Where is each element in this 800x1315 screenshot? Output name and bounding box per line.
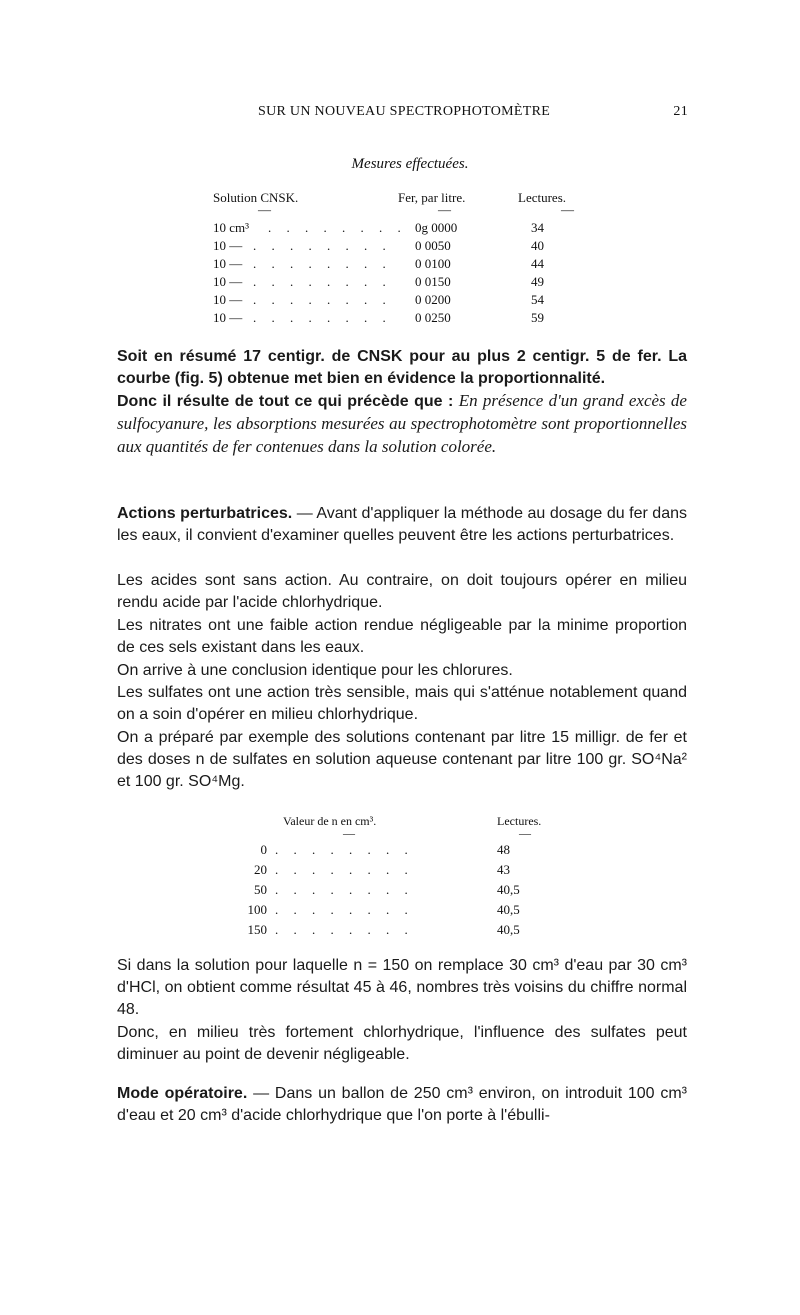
cell-lecture: 54 — [531, 292, 544, 307]
section-actions-perturbatrices — [117, 503, 687, 547]
header-lectures: Lectures. — [497, 814, 542, 828]
leader-dots: . . . . . . . . — [275, 882, 414, 897]
paragraph-prepare: On a préparé par exemple des solutions contenant par litre 15 milligr. de fer et des doses n de sulfates en solution aqueuse contenant par litre 100 gr. SO⁴Na² et 100 gr. SO⁴Mg. — [117, 729, 687, 790]
cell-solution: 10 — — [213, 274, 243, 289]
header-lectures: Lectures. — [518, 190, 567, 205]
cell-solution: 10 — — [213, 310, 243, 325]
paragraph-resume: Soit en résumé 17 centigr. de CNSK pour au plus 2 centigr. 5 de fer. La courbe (fig. 5) obtenue met bien en évidence la proportionnalité. — [117, 348, 687, 387]
leader-dots: . . . . . . . . — [275, 922, 414, 937]
table-row — [213, 274, 608, 292]
table-row — [233, 882, 573, 902]
cell-lecture: 48 — [497, 842, 510, 857]
table-row — [233, 842, 573, 862]
table-caption: Mesures effectuées. — [351, 156, 469, 172]
section-text: — Dans un ballon de 250 cm³ environ, on introduit 100 cm³ d'eau et 20 cm³ d'acide chlorhydrique que l'on porte à l'ébulli- — [117, 1085, 688, 1124]
paragraph-si: Si dans la solution pour laquelle n = 150 on remplace 30 cm³ d'eau par 30 cm³ d'HCl, on obtient comme résultat 45 à 46, nombres très voisins du chiffre normal 48. — [117, 957, 687, 1018]
paragraph-acides: Les acides sont sans action. Au contraire, on doit toujours opérer en milieu rendu acide par l'acide chlorhydrique. — [117, 572, 687, 611]
conclusion-italic: En présence d'un grand excès de sulfocyanure, les absorptions mesurées au spectrophotomètre sont proportionnelles aux quantités de fer contenues dans la solution colorée. — [117, 391, 687, 456]
cell-n: 50 — [254, 882, 267, 897]
section-heading: Actions perturbatrices. — [117, 505, 293, 522]
section-text: — Avant d'appliquer la méthode au dosage du fer dans les eaux, il convient d'examiner quelles peuvent être les actions perturbatrices. — [117, 505, 687, 544]
table-row — [213, 238, 608, 256]
header-dash: — — [438, 202, 451, 217]
cell-fer: 0 0150 — [415, 274, 451, 289]
cell-solution: 10 — — [213, 238, 243, 253]
cell-n: 20 — [254, 862, 267, 877]
header-dash: — — [519, 826, 531, 840]
table-row — [233, 922, 573, 942]
cell-fer: 0 0100 — [415, 256, 451, 271]
table-row — [213, 292, 608, 310]
conclusion-lead: Donc il résulte de tout ce qui précède que : — [117, 393, 459, 410]
header-solution: Solution CNSK. — [213, 190, 299, 205]
leader-dots: . . . . . . . . — [275, 902, 414, 917]
leader-dots: . . . . . . . . — [253, 238, 392, 253]
leader-dots: . . . . . . . . — [268, 220, 407, 235]
leader-dots: . . . . . . . . — [253, 292, 392, 307]
header-dash: — — [343, 826, 355, 840]
paragraph-donc: Donc, en milieu très fortement chlorhydrique, l'influence des sulfates peut diminuer au point de devenir négligeable. — [117, 1024, 687, 1063]
leader-dots: . . . . . . . . — [275, 862, 414, 877]
paragraph-sulfates: Les sulfates ont une action très sensible, mais qui s'atténue notablement quand on a soin d'opérer en milieu chlorhydrique. — [117, 684, 687, 723]
cell-n: 0 — [260, 842, 267, 857]
cell-lecture: 34 — [531, 220, 544, 235]
leader-dots: . . . . . . . . — [253, 310, 392, 325]
leader-dots: . . . . . . . . — [275, 842, 414, 857]
header-fer: Fer, par litre. — [398, 190, 466, 205]
table-row — [213, 220, 608, 238]
table-row — [213, 310, 608, 328]
cell-n: 150 — [247, 922, 267, 937]
paragraph-chlorures: On arrive à une conclusion identique pour les chlorures. — [117, 662, 513, 679]
cell-fer: 0 0250 — [415, 310, 451, 325]
table-row — [233, 862, 573, 882]
cell-solution: 10 — — [213, 292, 243, 307]
header-valeur-n: Valeur de n en cm³. — [283, 814, 377, 828]
leader-dots: . . . . . . . . — [253, 256, 392, 271]
paragraph-nitrates: Les nitrates ont une faible action rendue négligeable par la minime proportion de ces sels existant dans les eaux. — [117, 617, 687, 656]
cell-solution: 10 — — [213, 256, 243, 271]
table-row — [213, 256, 608, 274]
cell-lecture: 59 — [531, 310, 544, 325]
cell-solution: 10 cm³ — [213, 220, 250, 235]
cell-n: 100 — [247, 902, 267, 917]
cell-fer: 0 0050 — [415, 238, 451, 253]
section-mode-operatoire — [117, 1083, 687, 1127]
paragraph-conclusion — [117, 390, 687, 459]
cell-lecture: 40,5 — [497, 902, 520, 917]
cell-lecture: 40 — [531, 238, 544, 253]
cell-fer: 0g 0000 — [415, 220, 458, 235]
cell-lecture: 40,5 — [497, 882, 520, 897]
cell-lecture: 49 — [531, 274, 544, 289]
cell-lecture: 44 — [531, 256, 544, 271]
cell-fer: 0 0200 — [415, 292, 451, 307]
running-title: SUR UN NOUVEAU SPECTROPHOTOMÈTRE — [258, 104, 551, 119]
page-number: 21 — [673, 104, 688, 119]
cell-lecture: 40,5 — [497, 922, 520, 937]
header-dash: — — [561, 202, 574, 217]
cell-lecture: 43 — [497, 862, 510, 877]
section-heading: Mode opératoire. — [117, 1085, 248, 1102]
leader-dots: . . . . . . . . — [253, 274, 392, 289]
table-row — [233, 902, 573, 922]
header-dash: — — [258, 202, 271, 217]
